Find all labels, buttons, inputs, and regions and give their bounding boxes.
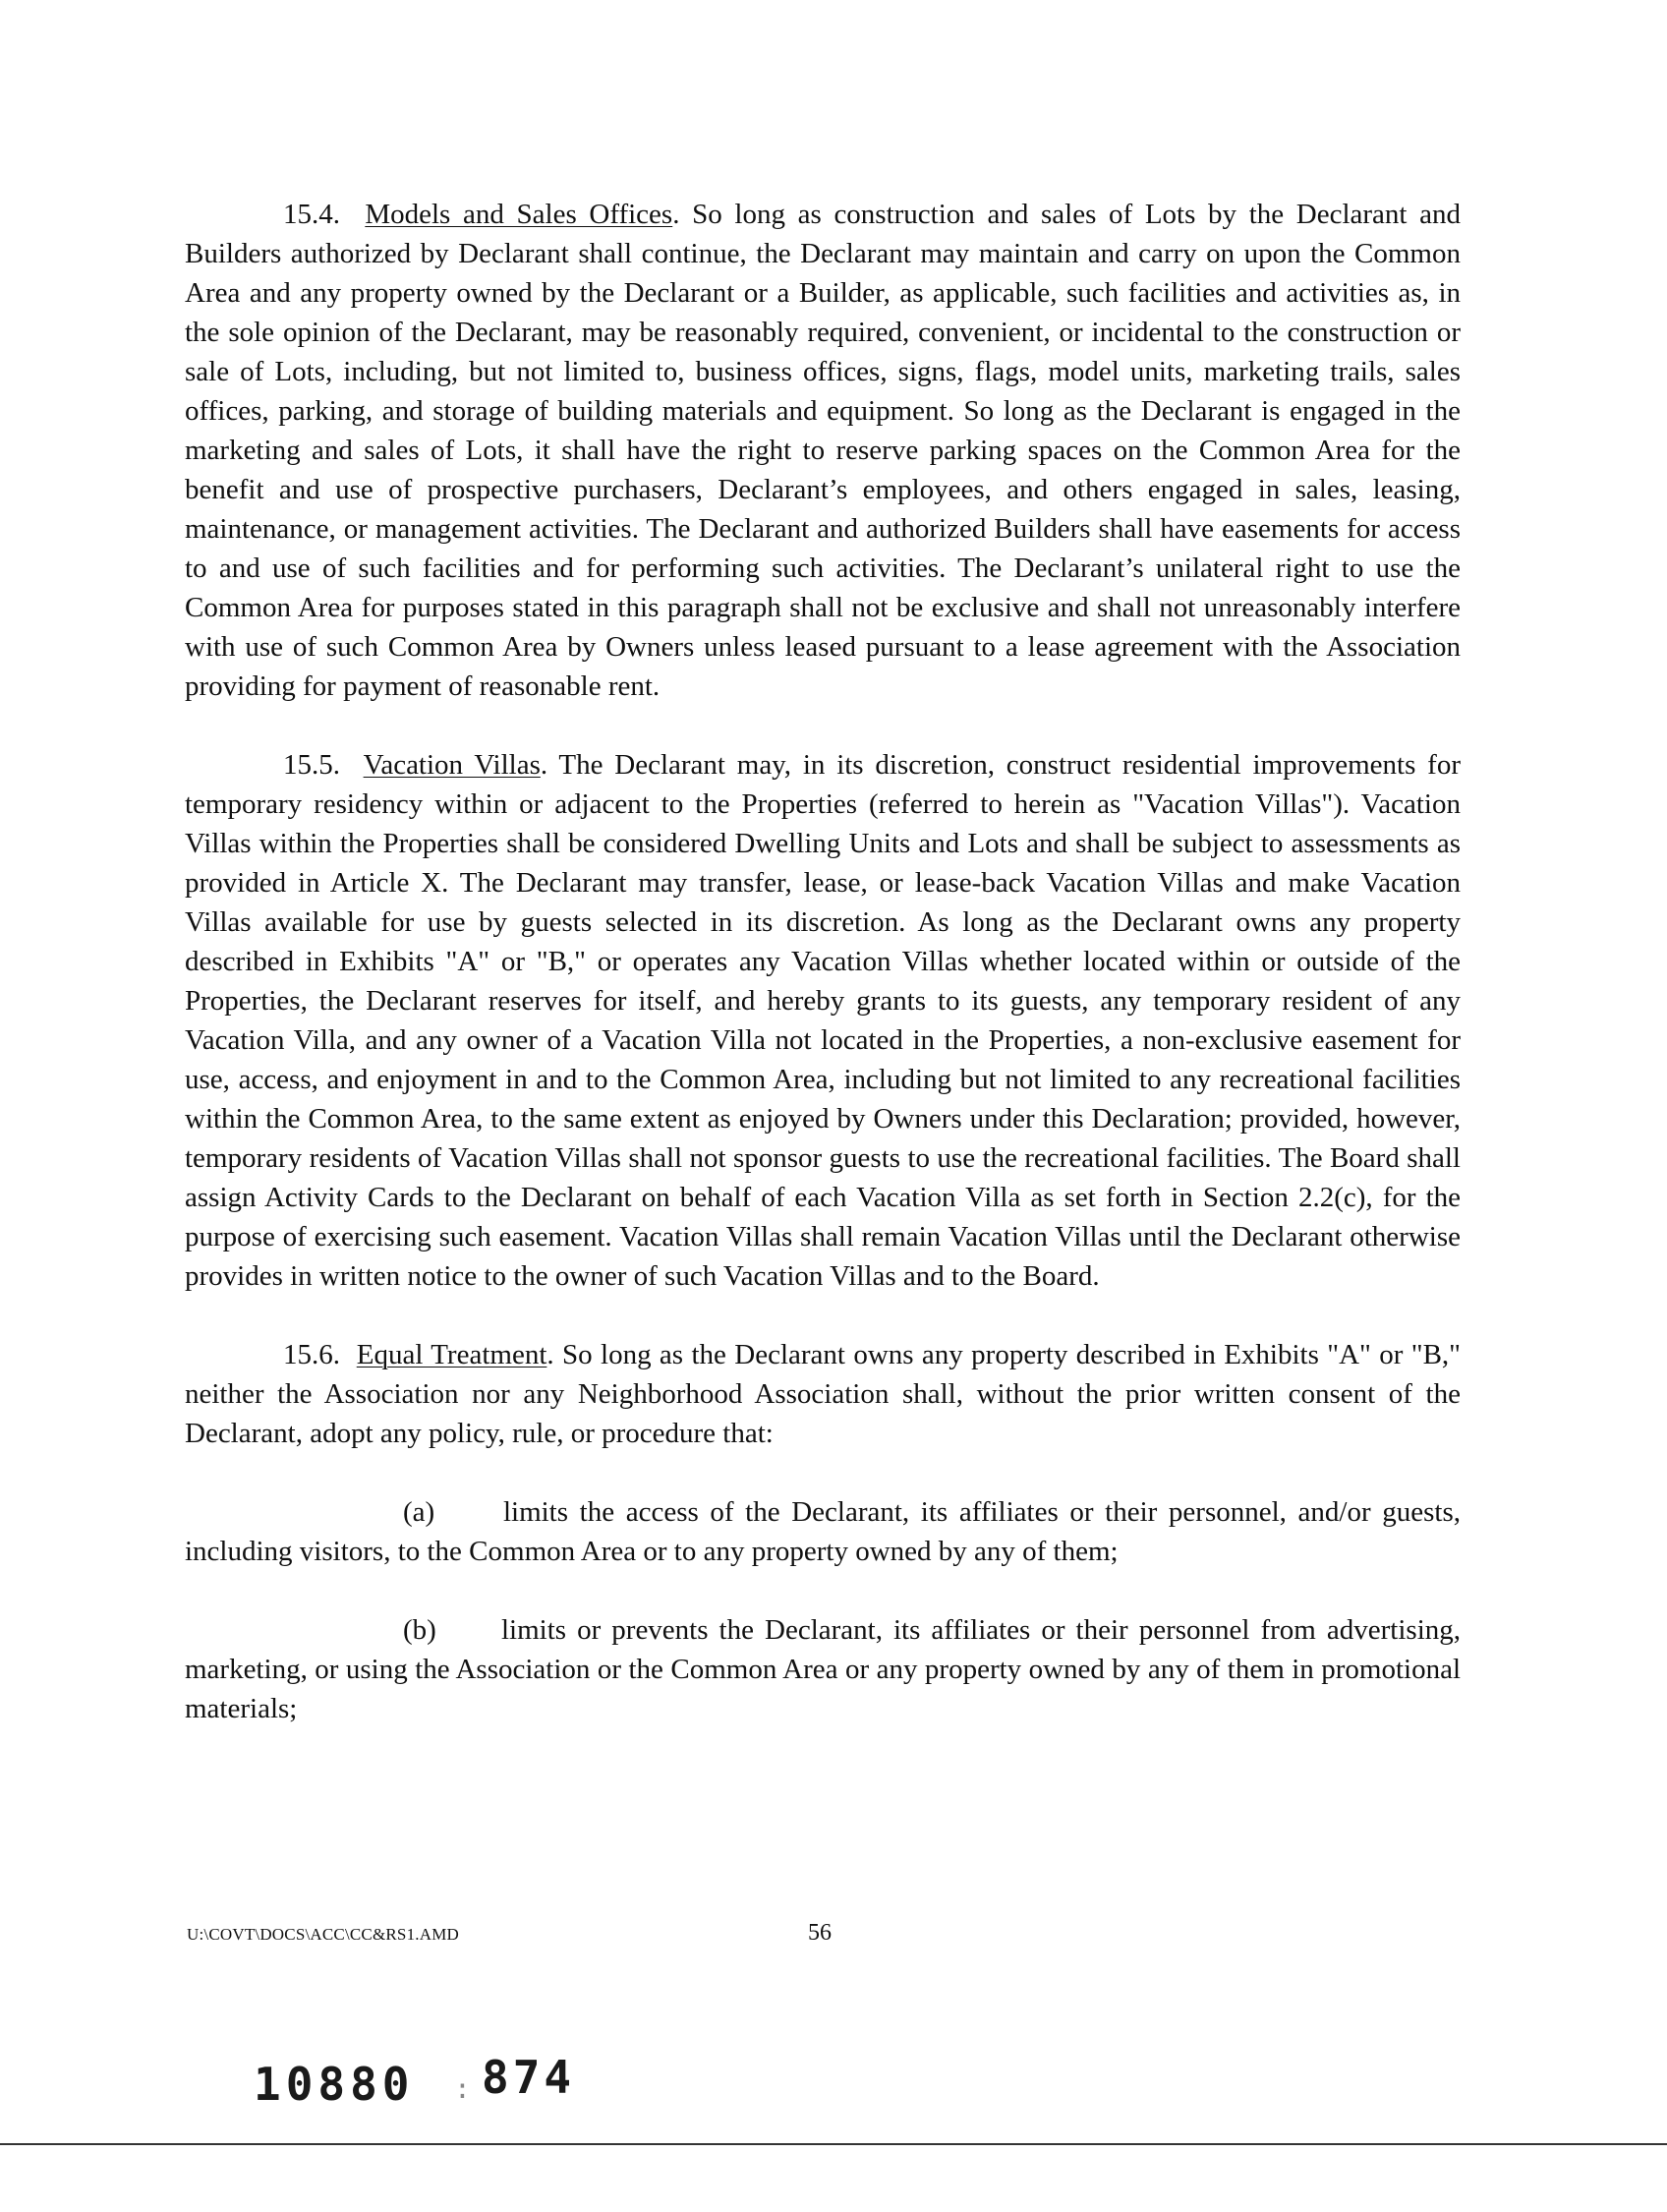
section-number: 15.6. bbox=[283, 1339, 340, 1370]
subitem-text: limits or prevents the Declarant, its affiliates or their personnel from advertising, marketing, or using the Association or the Common Area or any property owned by any of them in promotional materials; bbox=[185, 1614, 1461, 1724]
footer-page-number: 56 bbox=[808, 1920, 832, 1946]
bottom-edge-line bbox=[0, 2143, 1667, 2145]
section-body: . The Declarant may, in its discretion, construct residential improvements for temporary residency within or adjacent to the Properties (referred to herein as "Vacation Villas"). Vacation Villas within the Properties shall be considered Dwelling Units and Lots and shall be subject to assessments as provided in Article X. The Declarant may transfer, lease, or lease-back Vacation Villas and make Vacation Villas available for use by guests selected in its discretion. As long as the Declarant owns any property described in Exhibits "A" or "B," or operates any Vacation Villas whether located within or outside of the Properties, the Declarant reserves for itself, and hereby grants to its guests, any temporary resident of any Vacation Villa, and any owner of a Vacation Villa not located in the Properties, a non-exclusive easement for use, access, and enjoyment in and to the Common Area, including but not limited to any recreational facilities within the Common Area, to the same extent as enjoyed by Owners under this Declaration; provided, however, temporary residents of Vacation Villas shall not sponsor guests to use the recreational facilities. The Board shall assign Activity Cards to the Declarant on behalf of each Vacation Villa as set forth in Section 2.2(c), for the purpose of exercising such easement. Vacation Villas shall remain Vacation Villas until the Declarant otherwise provides in written notice to the owner of such Vacation Villas and to the Board. bbox=[185, 749, 1461, 1292]
section-title: Vacation Villas bbox=[363, 749, 541, 781]
document-body bbox=[185, 195, 1461, 1728]
subitem-label: (b) bbox=[403, 1614, 436, 1646]
subitem-label: (a) bbox=[403, 1496, 435, 1528]
recording-stamp-page: 874 bbox=[482, 2051, 576, 2104]
recording-stamp-separator: : bbox=[454, 2072, 471, 2105]
section-15-4 bbox=[185, 195, 1461, 706]
recording-stamp-book: 10880 bbox=[254, 2058, 415, 2111]
section-15-5 bbox=[185, 745, 1461, 1296]
subitem-text: limits the access of the Declarant, its affiliates or their personnel, and/or guests, including visitors, to the Common Area or to any property owned by any of them; bbox=[185, 1496, 1462, 1567]
footer-file-path: U:\COVT\DOCS\ACC\CC&RS1.AMD bbox=[187, 1925, 459, 1944]
section-body: . So long as construction and sales of Lots by the Declarant and Builders authorized by Declarant shall continue, the Declarant may maintain and carry on upon the Common Area and any property owned by the Declarant or a Builder, as applicable, such facilities and activities as, in the sole opinion of the Declarant, may be reasonably required, convenient, or incidental to the construction or sale of Lots, including, but not limited to, business offices, signs, flags, model units, marketing trails, sales offices, parking, and storage of building materials and equipment. So long as the Declarant is engaged in the marketing and sales of Lots, it shall have the right to reserve parking spaces on the Common Area for the benefit and use of prospective purchasers, Declarant’s employees, and others engaged in sales, leasing, maintenance, or management activities. The Declarant and authorized Builders shall have easements for access to and use of such facilities and for performing such activities. The Declarant’s unilateral right to use the Common Area for purposes stated in this paragraph shall not be exclusive and shall not unreasonably interfere with use of such Common Area by Owners unless leased pursuant to a lease agreement with the Association providing for payment of reasonable rent. bbox=[185, 199, 1462, 702]
subitem-a bbox=[185, 1492, 1461, 1571]
section-title: Equal Treatment bbox=[356, 1339, 547, 1370]
section-title: Models and Sales Offices bbox=[365, 199, 673, 230]
subitem-b bbox=[185, 1610, 1461, 1728]
section-body: . So long as the Declarant owns any property described in Exhibits "A" or "B," neither the Association nor any Neighborhood Association shall, without the prior written consent of the Declarant, adopt any policy, rule, or procedure that: bbox=[185, 1339, 1462, 1449]
section-number: 15.5. bbox=[283, 749, 340, 781]
section-15-6 bbox=[185, 1335, 1461, 1453]
section-number: 15.4. bbox=[283, 199, 340, 230]
